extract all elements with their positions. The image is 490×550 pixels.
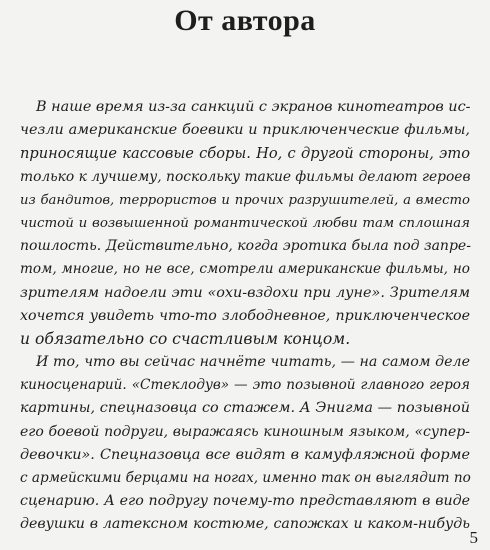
page-number: 5 [469,528,478,547]
text-line: киносценарий. «Стеклодув» — это позывной главного героя [20,377,470,394]
text-line: девушки в латексном костюме, сапожках и каком-нибудь [20,516,470,533]
text-line: пошлость. Действительно, когда эротика была под запре- [20,238,471,255]
text-line: чистой и возвышенной романтической любви там сплошная [20,215,470,231]
text-line: чезли американские боевики и приключенческие фильмы, [20,122,470,139]
text-line: сценарию. А его подругу почему-то представляют в виде [20,493,470,510]
text-line: его боевой подруги, выражаясь киношным языком, «супер- [20,423,470,440]
text-line: из бандитов, террористов и прочих разрушителей, а вместо [20,192,470,208]
text-line: картины, спецназовца со стажем. А Энигма — позывной [20,400,470,417]
text-line: том, многие, но не все, смотрели американские фильмы, но [20,261,470,278]
text-line: с армейскими берцами на ногах, именно так он выглядит по [20,470,471,486]
text-line: и обязательно со счастливым концом. [20,329,351,348]
text-line: зрителям надоели эти «охи-вздохи при луне». Зрителям [20,284,470,301]
chapter-title: От автора [174,4,316,37]
text-line: девочки». Спецназовца все видят в камуфляжной форме [20,446,470,463]
text-line: только к лучшему, поскольку такие фильмы делают героев [20,168,471,185]
text-line: В наше время из-за санкций с экранов кинотеатров ис- [36,99,471,115]
text-line: хочется увидеть что-то злободневное, приключенческое [20,307,470,324]
text-line: приносящие кассовые сборы. Но, с другой стороны, это [20,145,470,163]
chapter-body [20,96,470,537]
text-line: И то, что вы сейчас начнёте читать, — на самом деле [36,354,470,371]
